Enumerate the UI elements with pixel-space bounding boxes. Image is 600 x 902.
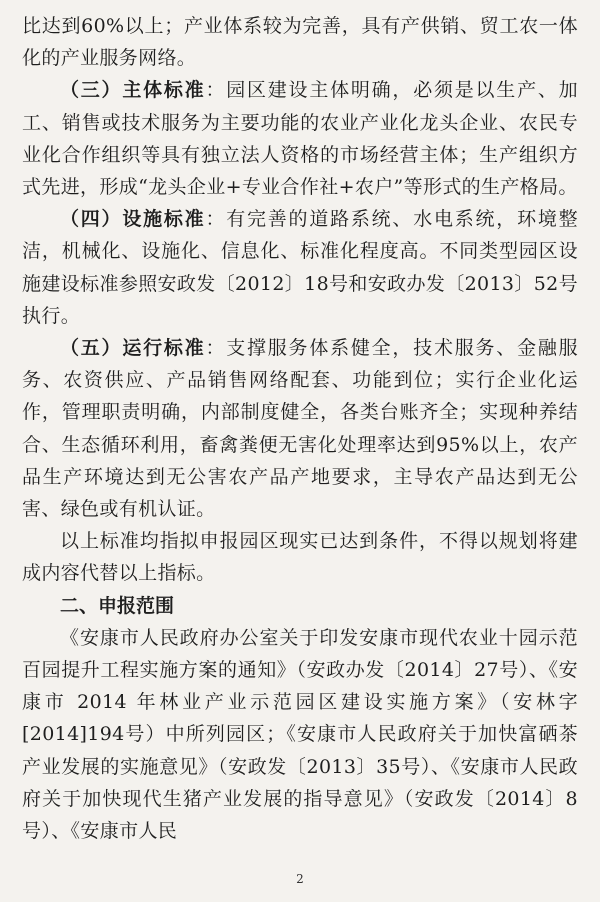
paragraph-label: （四）设施标准 xyxy=(60,208,206,231)
paragraph-scope xyxy=(22,622,578,847)
paragraph-standards-note xyxy=(22,525,578,589)
paragraph-text: 以上标准均指拟申报园区现实已达到条件，不得以规划将建成内容代替以上指标。 xyxy=(22,530,578,585)
page-number: 2 xyxy=(296,872,304,886)
paragraph-text: ：有完善的道路系统、水电系统，环境整洁，机械化、设施化、信息化、标准化程度高。不同类型园区设施建设标准参照安政发〔2012〕18号和安政办发〔2013〕52号执行。 xyxy=(22,208,578,327)
section-heading: 二、申报范围 xyxy=(60,594,175,617)
paragraph-continuation xyxy=(22,10,578,74)
paragraph-facility-standard xyxy=(22,203,578,332)
paragraph-label: （三）主体标准 xyxy=(60,79,206,102)
paragraph-text: 比达到60%以上；产业体系较为完善，具有产供销、贸工农一体化的产业服务网络。 xyxy=(22,15,578,70)
paragraph-label: （五）运行标准 xyxy=(60,337,206,360)
paragraph-operation-standard xyxy=(22,332,578,525)
paragraph-text: ：支撑服务体系健全，技术服务、金融服务、农资供应、产品销售网络配套、功能到位；实行企业化运作，管理职责明确，内部制度健全，各类台账齐全；实现种养结合、生态循环利用，畜禽粪便无害化处理率达到95%以上，农产品生产环境达到无公害农产品产地要求，主导农产品达到无公害、绿色或有机认证。 xyxy=(22,337,578,521)
paragraph-text: ：园区建设主体明确，必须是以生产、加工、销售或技术服务为主要功能的农业产业化龙头企业、农民专业化合作组织等具有独立法人资格的市场经营主体；生产组织方式先进，形成“龙头企业+专业合作社+农户”等形式的生产格局。 xyxy=(22,79,578,199)
paragraph-text: 《安康市人民政府办公室关于印发安康市现代农业十园示范百园提升工程实施方案的通知》（安政办发〔2014〕27号）、《安康市 2014 年林业产业示范园区建设实施方案》（安林字[2014]194号）中所列园区；《安康市人民政府关于加快富硒茶产业发展的实施意见》（安政发〔2013〕35号）、《安康市人民政府关于加快现代生猪产业发展的指导意见》（安政发〔2014〕8号）、《安康市人民 xyxy=(22,626,578,843)
paragraph-subject-standard xyxy=(22,74,578,203)
